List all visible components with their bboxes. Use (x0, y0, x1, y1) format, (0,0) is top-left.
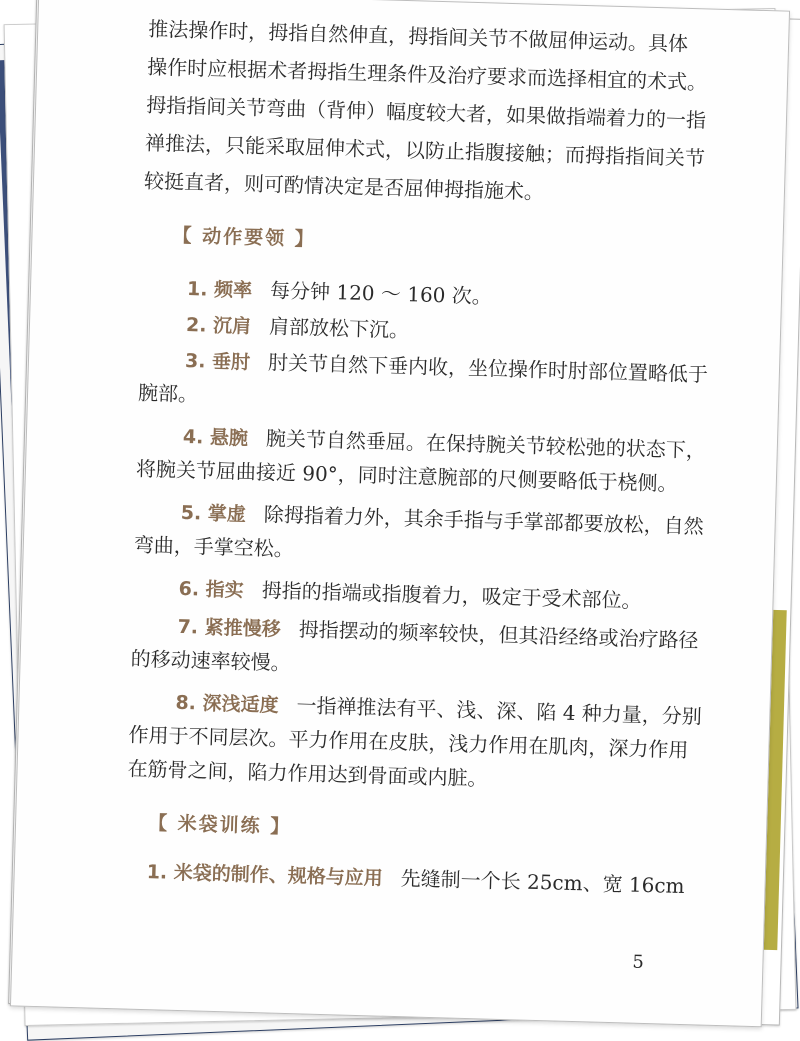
item-text-continuation: 将腕关节屈曲接近 90°，同时注意腕部的尺侧要略低于桡侧。 (135, 456, 678, 496)
intro-line: 较挺直者，则可酌情决定是否屈伸拇指施术。 (143, 168, 545, 204)
list-item (187, 275, 492, 311)
item-label: 3. 垂肘 (184, 349, 251, 374)
item-text: 腕关节自然垂屈。在保持腕关节较松弛的状态下， (265, 426, 707, 463)
item-label: 1. 米袋的制作、规格与应用 (146, 861, 384, 890)
section-heading-rice-bag-training: 【 米袋训练 】 (147, 812, 292, 839)
item-label: 1. 频率 (186, 277, 253, 302)
list-item (178, 575, 642, 615)
item-label: 6. 指实 (178, 577, 245, 602)
list-item (146, 858, 685, 900)
item-text-continuation: 弯曲，手掌空松。 (133, 532, 295, 562)
item-label: 7. 紧推慢移 (177, 615, 281, 641)
item-text: 一指禅推法有平、浅、深、陷 4 种力量，分别 (296, 693, 703, 729)
page-content (11, 0, 789, 1026)
book-page (10, 0, 790, 1027)
item-label: 5. 掌虚 (180, 501, 247, 526)
item-text-continuation: 在筋骨之间，陷力作用达到骨面或内脏。 (127, 756, 488, 791)
item-label: 2. 沉肩 (185, 313, 252, 338)
item-text-continuation: 腕部。 (137, 380, 199, 407)
item-text-continuation: 作用于不同层次。平力作用在皮肤，浅力作用在肌肉，深力作用 (128, 722, 689, 763)
item-label: 8. 深浅适度 (175, 691, 279, 717)
item-text: 肩部放松下沉。 (268, 314, 410, 343)
item-text: 肘关节自然下垂内收，坐位操作时肘部位置略低于 (267, 350, 709, 387)
intro-line: 拇指指间关节弯曲（背伸）幅度较大者，如果做指端着力的一指 (145, 92, 707, 133)
item-text-continuation: 的移动速率较慢。 (130, 646, 291, 676)
item-text: 拇指摆动的频率较快，但其沿经络或治疗路径 (298, 617, 699, 653)
item-text: 先缝制一个长 25cm、宽 16cm (400, 866, 685, 899)
item-text: 除拇指着力外，其余手指与手掌部都要放松，自然 (263, 502, 705, 539)
item-text: 拇指的指端或指腹着力，吸定于受术部位。 (261, 578, 642, 613)
list-item (185, 347, 709, 389)
intro-line: 推法操作时，拇指自然伸直，拇指间关节不做屈伸运动。具体 (147, 16, 689, 56)
intro-line: 禅推法，只能采取屈伸术式，以防止指腹接触；而拇指指间关节 (144, 130, 706, 171)
list-item (186, 311, 410, 344)
item-label: 4. 悬腕 (182, 425, 249, 450)
intro-line: 操作时应根据术者拇指生理条件及治疗要求而选择相宜的术式。 (146, 54, 708, 95)
page-number: 5 (632, 951, 645, 973)
section-heading-action-points: 【 动作要领 】 (172, 224, 317, 251)
item-text: 每分钟 120 ～ 160 次。 (269, 278, 493, 309)
